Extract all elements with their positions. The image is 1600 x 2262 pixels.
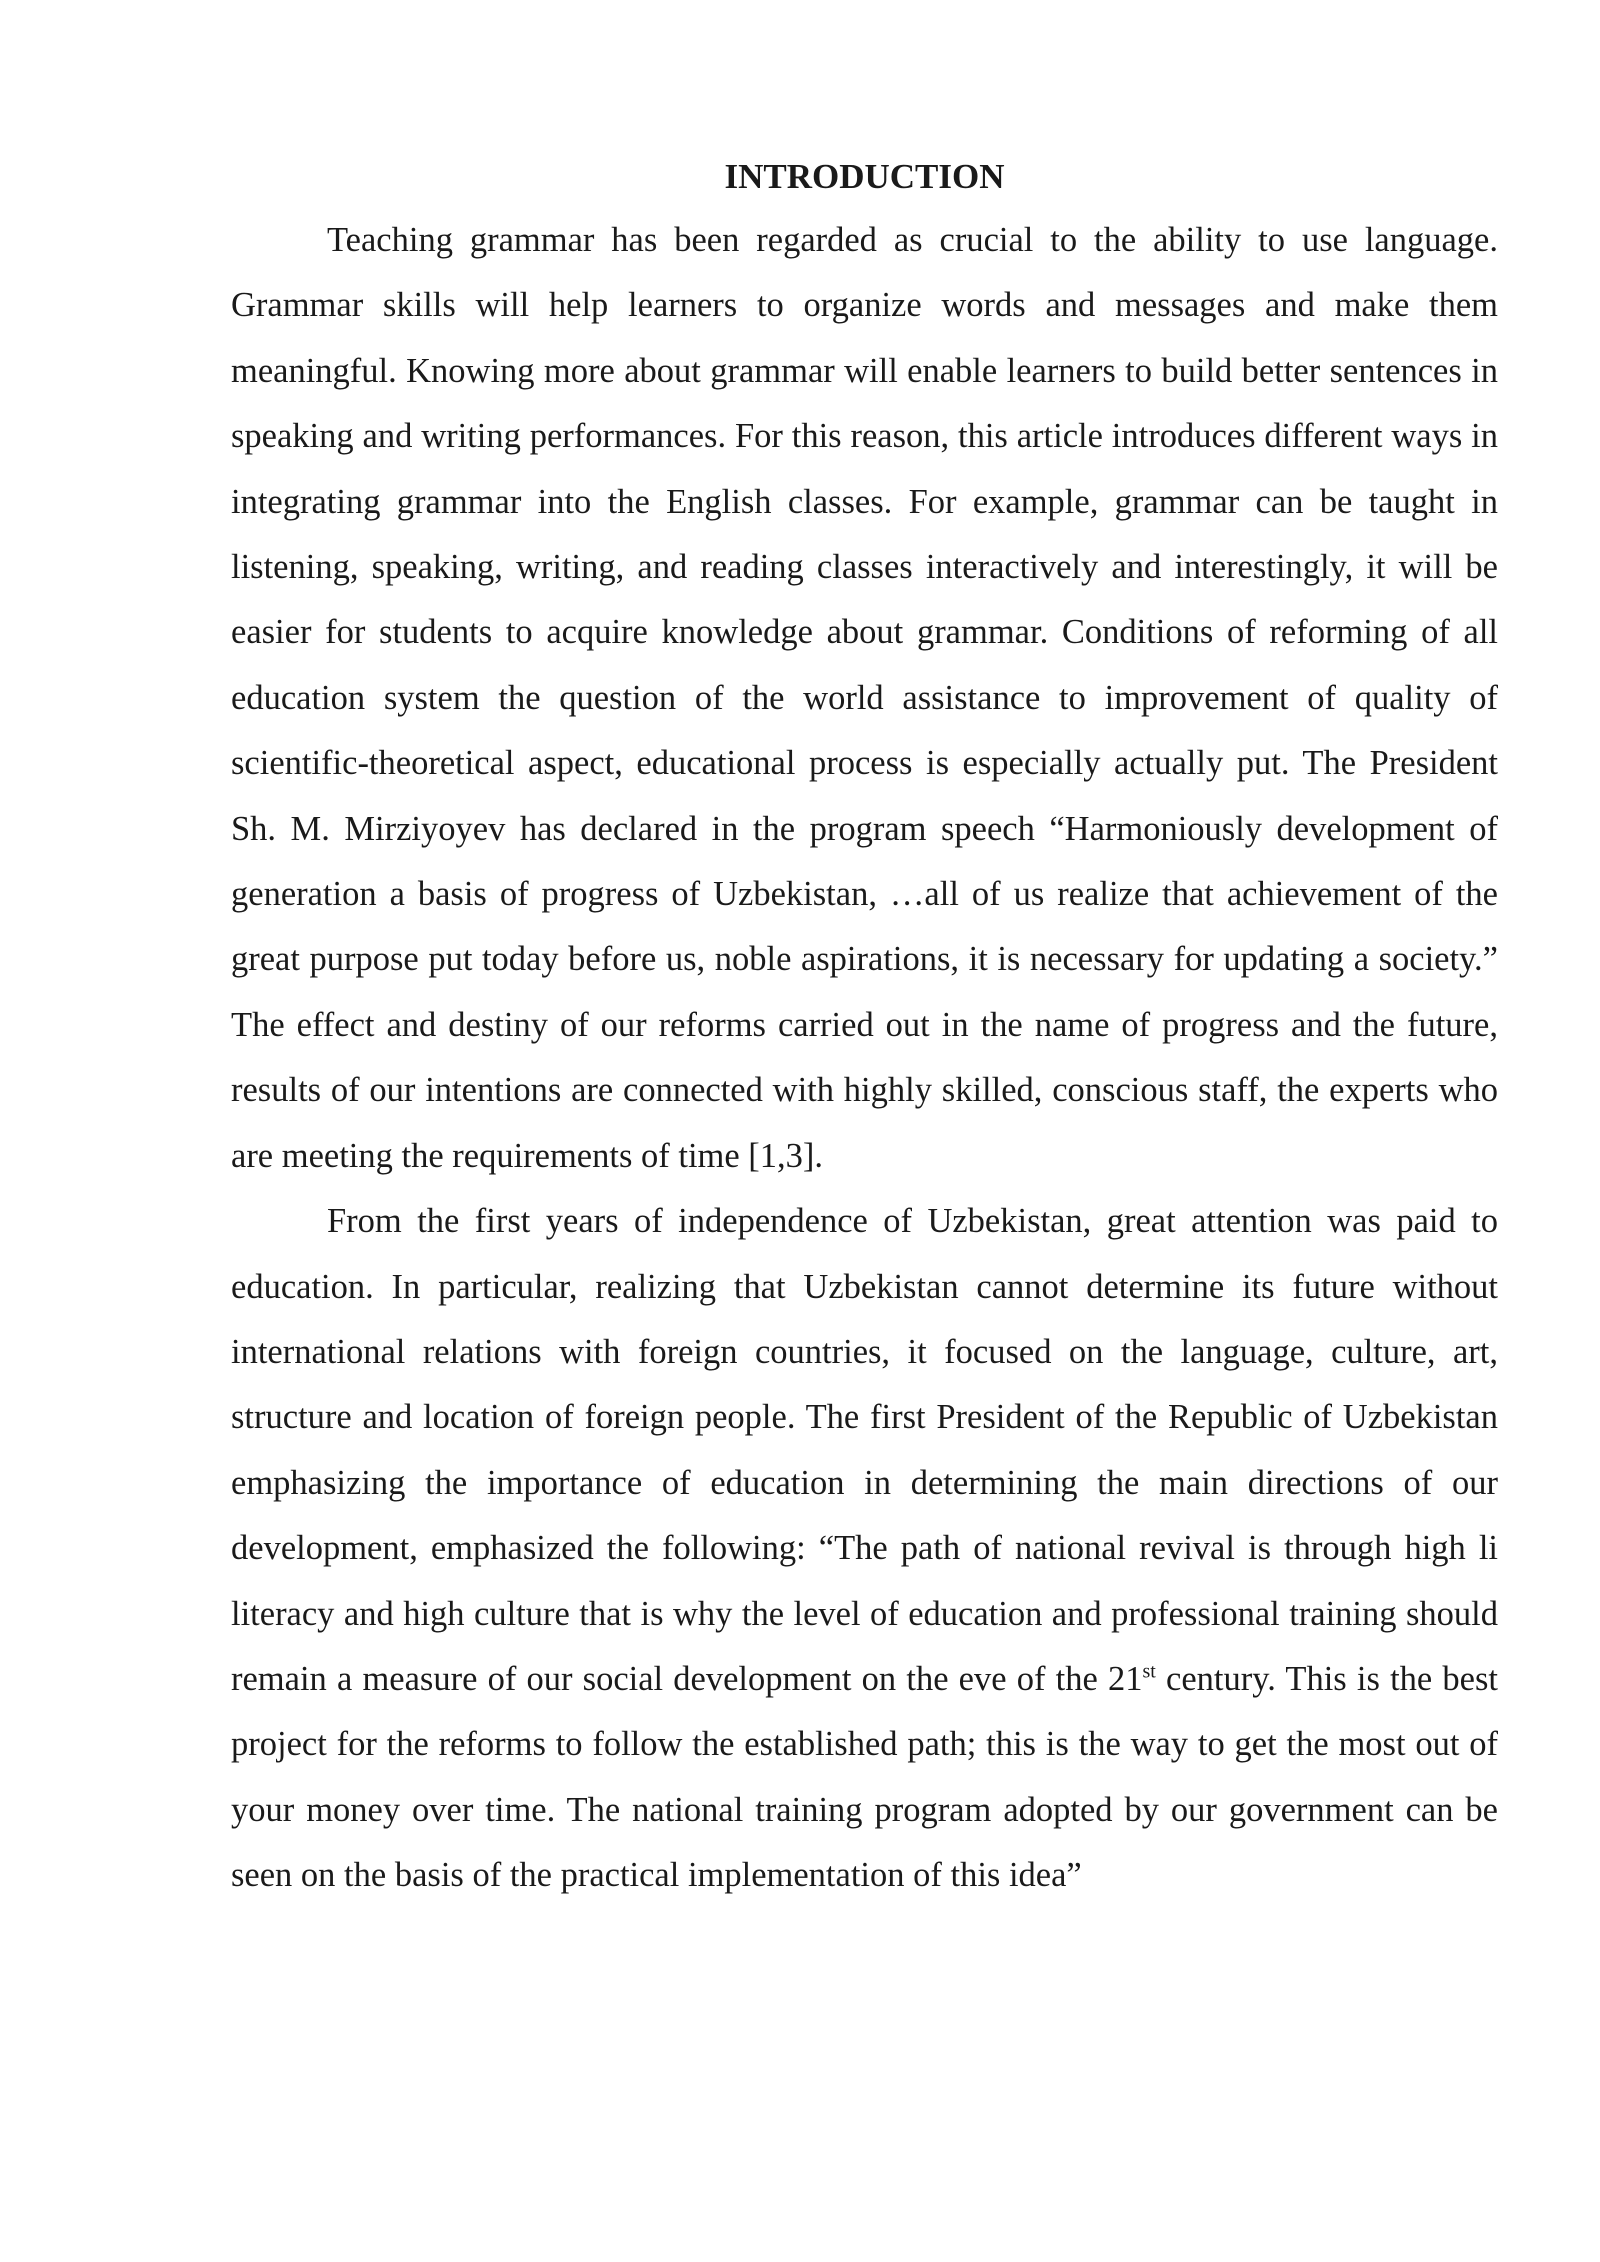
paragraph-2-text-end: century. This is the best project for the reforms to follow the established path; this is the way to get the most out of your money over time. The national training program adopted by our government can be seen on the basis of the practical implementation of this idea” — [231, 1659, 1498, 1895]
paragraph-2 — [231, 1189, 1498, 1908]
ordinal-suffix: st — [1142, 1660, 1156, 1683]
paragraph-1: Teaching grammar has been regarded as crucial to the ability to use language. Grammar skills will help learners to organize words and messages and make them meaningful. Knowing more about grammar will enable learners to build better sentences in speaking and writing performances. For this reason, this article introduces different ways in integrating grammar into the English classes. For example, grammar can be taught in listening, speaking, writing, and reading classes interactively and interestingly, it will be easier for students to acquire knowledge about grammar. Conditions of reforming of all education system the question of the world assistance to improvement of quality of scientific-theoretical aspect, educational process is especially actually put. The President Sh. M. Mirziyoyev has declared in the program speech “Harmoniously development of generation a basis of progress of Uzbekistan, …all of us realize that achievement of the great purpose put today before us, noble aspirations, it is necessary for updating a society.” The effect and destiny of our reforms carried out in the name of progress and the future, results of our intentions are connected with highly skilled, conscious staff, the experts who are meeting the requirements of time [1,3]. — [231, 221, 1498, 1175]
paragraph-2-text-start: From the first years of independence of Uzbekistan, great attention was paid to education. In particular, realizing that Uzbekistan cannot determine its future without international relations with foreign countries, it focused on the language, culture, art, structure and location of foreign people. The first President of the Republic of Uzbekistan emphasizing the importance of education in determining the main directions of our development, emphasized the following: “The path of national revival is through high li literacy and high culture that is why the level of education and professional training should remain a measure of our social development on the eve of the 21 — [231, 1202, 1498, 1698]
document-body — [231, 146, 1498, 1909]
document-title: INTRODUCTION — [724, 157, 1005, 196]
